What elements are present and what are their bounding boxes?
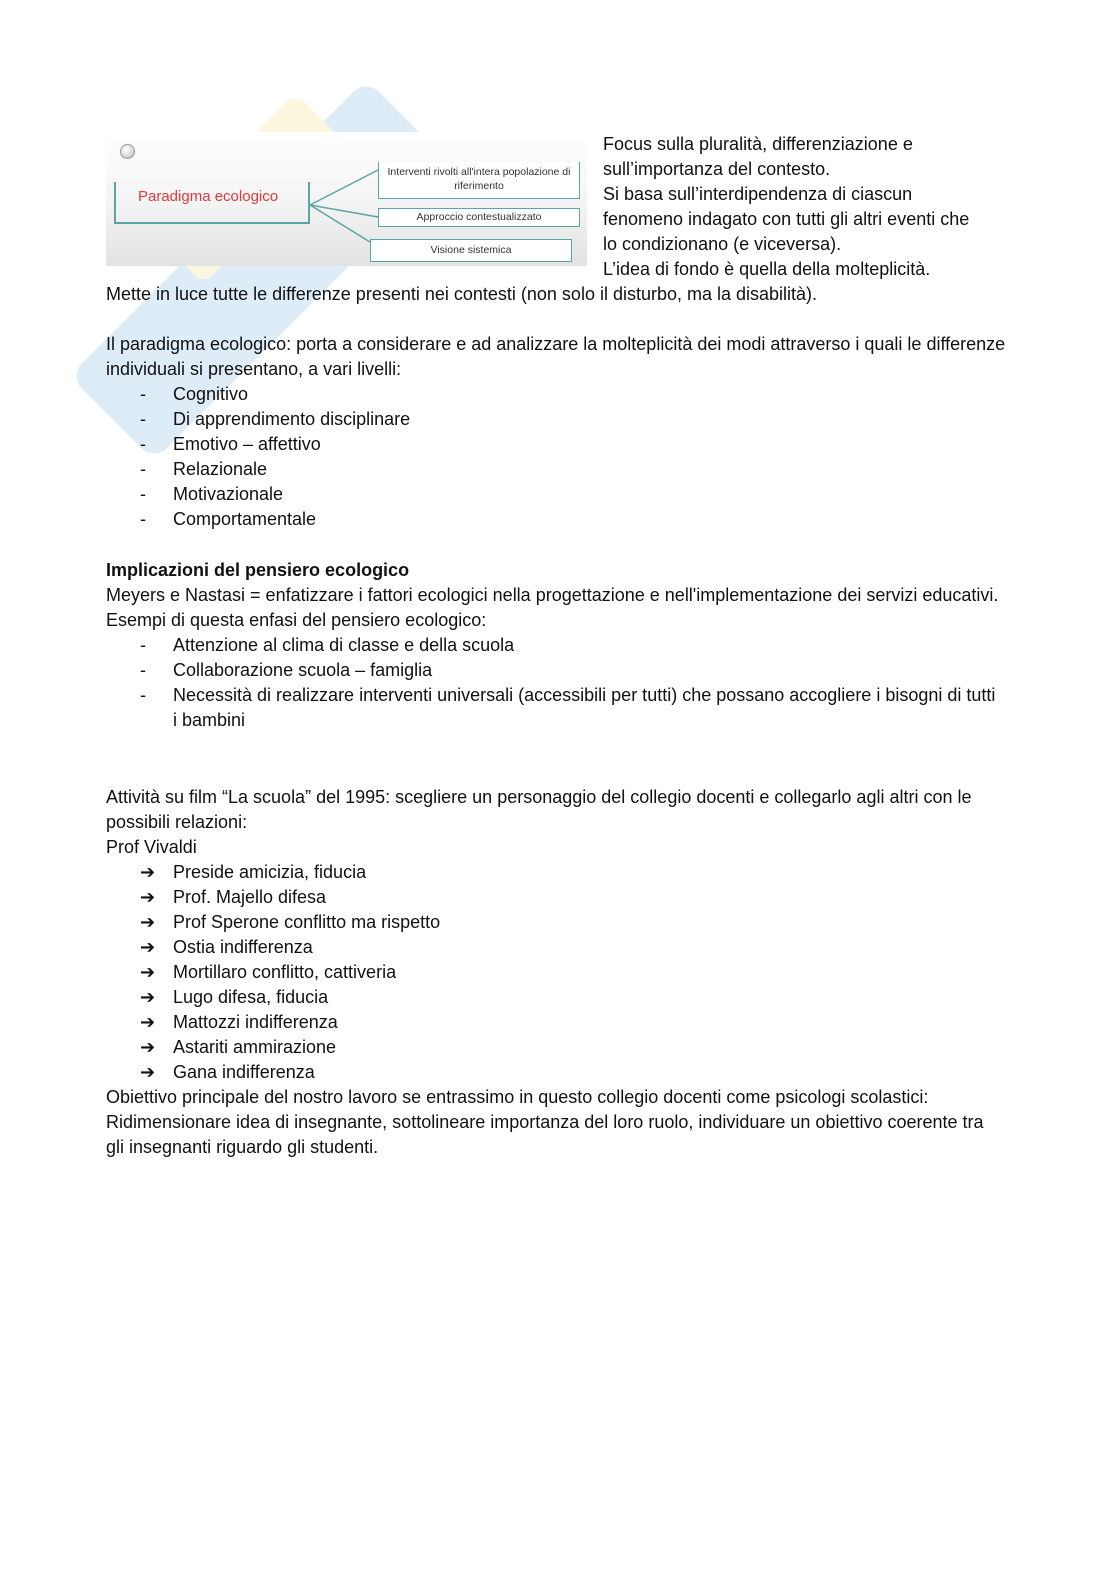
list-item: - Emotivo – affettivo <box>140 434 321 454</box>
character-name: Prof Vivaldi <box>106 837 197 857</box>
relations-list <box>106 860 1006 1085</box>
list-item: - Cognitivo <box>140 384 249 404</box>
diagram-box-contextual-approach: Approccio contestualizzato <box>378 208 580 227</box>
goal-paragraph: Obiettivo principale del nostro lavoro se entrassimo in questo collegio docenti come psicologi scolastici: Ridimensionare idea di insegnante, sottolineare importanza del loro ruolo, individuare un obiettivo coerente tra gli insegnanti riguardo gli studenti. <box>106 1087 984 1157</box>
list-item: - Relazionale <box>140 459 268 479</box>
list-item: - Di apprendimento disciplinare <box>140 409 411 429</box>
paradigm-diagram <box>106 132 587 266</box>
intro-text <box>603 132 1003 282</box>
list-item: - Comportamentale <box>140 509 317 529</box>
list-item: - Collaborazione scuola – famiglia <box>140 660 433 680</box>
list-item: - Necessità di realizzare interventi universali (accessibili per tutti) che possano accogliere i bisogni di tutti i bambini <box>140 685 996 730</box>
examples-intro: Esempi di questa enfasi del pensiero ecologico: <box>106 610 487 630</box>
implications-section <box>106 558 1006 733</box>
list-item: ➔ Mattozzi indifferenza <box>106 1010 1006 1035</box>
arrow-right-icon: ➔ <box>140 1012 156 1032</box>
list-item: ➔ Preside amicizia, fiducia <box>106 860 1006 885</box>
list-item: - Attenzione al clima di classe e della scuola <box>140 635 515 655</box>
paradigm-section <box>106 332 1006 532</box>
arrow-right-icon: ➔ <box>140 962 156 982</box>
diagram-box-universal-interventions: Interventi rivolti all'intera popolazione di riferimento <box>378 162 580 199</box>
intro-line: lo condizionano (e viceversa). <box>603 234 842 254</box>
examples-list <box>106 633 1006 733</box>
diagram-box-systemic-view: Visione sistemica <box>370 239 572 262</box>
paradigm-paragraph: Il paradigma ecologico: porta a considerare e ad analizzare la molteplicità dei modi attraverso i quali le differenze individuali si presentano, a vari livelli: <box>106 334 1006 379</box>
differences-paragraph: Mette in luce tutte le differenze presenti nei contesti (non solo il disturbo, ma la disabilità). <box>106 284 818 304</box>
list-item: ➔ Ostia indifferenza <box>106 935 1006 960</box>
list-item: ➔ Lugo difesa, fiducia <box>106 985 1006 1010</box>
arrow-right-icon: ➔ <box>140 1037 156 1057</box>
levels-list <box>106 382 1006 532</box>
diagram-main-label: Paradigma ecologico <box>114 182 310 224</box>
intro-line: Si basa sull’interdipendenza di ciascun <box>603 184 913 204</box>
arrow-right-icon: ➔ <box>140 887 156 907</box>
list-item: ➔ Gana indifferenza <box>106 1060 1006 1085</box>
intro-line: Focus sulla pluralità, differenziazione e <box>603 134 913 154</box>
arrow-right-icon: ➔ <box>140 912 156 932</box>
arrow-right-icon: ➔ <box>140 862 156 882</box>
arrow-right-icon: ➔ <box>140 987 156 1007</box>
activity-paragraph: Attività su film “La scuola” del 1995: scegliere un personaggio del collegio docenti e collegarlo agli altri con le possibili relazioni: <box>106 787 972 832</box>
intro-line: L’idea di fondo è quella della molteplicità. <box>603 259 931 279</box>
intro-line: sull’importanza del contesto. <box>603 159 831 179</box>
meyers-paragraph: Meyers e Nastasi = enfatizzare i fattori ecologici nella progettazione e nell'implementazione dei servizi educativi. <box>106 585 999 605</box>
list-item: - Motivazionale <box>140 484 284 504</box>
list-item: ➔ Prof. Majello difesa <box>106 885 1006 910</box>
activity-section <box>106 785 1006 1160</box>
arrow-right-icon: ➔ <box>140 1062 156 1082</box>
list-item: ➔ Mortillaro conflitto, cattiveria <box>106 960 1006 985</box>
intro-line: fenomeno indagato con tutti gli altri eventi che <box>603 209 970 229</box>
section-heading: Implicazioni del pensiero ecologico <box>106 560 410 580</box>
list-item: ➔ Prof Sperone conflitto ma rispetto <box>106 910 1006 935</box>
arrow-right-icon: ➔ <box>140 937 156 957</box>
list-item: ➔ Astariti ammirazione <box>106 1035 1006 1060</box>
